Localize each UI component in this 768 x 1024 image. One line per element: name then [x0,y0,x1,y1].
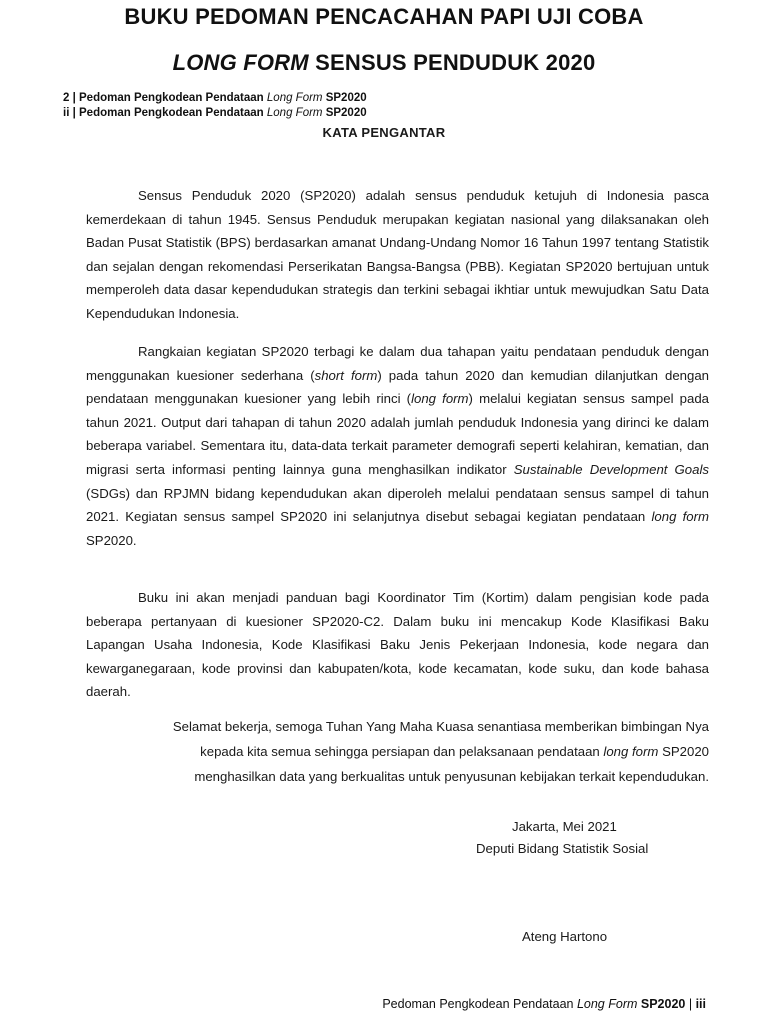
footer-separator: | [685,997,696,1011]
signature-name: Ateng Hartono [522,929,608,944]
header-page-number: ii [63,107,70,119]
paragraph-2-text: SP2020. [86,532,137,548]
closing-text: kepada kita semua sehingga persiapan dan pelaksanaan pendataan [200,744,604,759]
closing-line-2 [86,739,709,764]
paragraph-2-italic: Sustainable Development Goals [513,461,709,477]
header-text: Pedoman Pengkodean Pendataan [79,92,267,104]
section-title: KATA PENGANTAR [322,125,446,140]
paragraph-2-text: Rangkaian kegiatan SP2020 terbagi ke dalam dua tahapan yaitu pendataan penduduk dengan menggunakan kuesioner sederhana ( [86,344,709,383]
paragraph-3 [86,586,709,704]
title-rest-part: SENSUS PENDUDUK 2020 [308,50,596,75]
paragraph-2 [86,340,709,552]
paragraph-2-text: ) melalui kegiatan sensus sampel pada tahun 2021. Output dari tahapan di tahun 2020 adalah jumlah penduduk Indonesia yang dirinci ke dalam beberapa variabel. Sementara itu, data-data terkait parameter demografi seperti kelahiran, kematian, dan migrasi serta informasi penting lainnya guna menghasilkan indikator [86,391,709,477]
paragraph-2-italic: long form [411,391,469,407]
header-separator: | [69,107,79,119]
footer-page-number: iii [695,997,706,1011]
closing-text: SP2020 [658,744,709,759]
signature-place-date: Jakarta, Mei 2021 [512,819,617,834]
header-page-number: 2 [63,92,70,104]
signature-office: Deputi Bidang Statistik Sosial [476,841,649,856]
paragraph-2-italic: long form [651,509,709,525]
closing-paragraph [86,714,709,789]
closing-italic: long form [603,744,659,759]
footer-text: Pedoman Pengkodean Pendataan [382,997,577,1011]
paragraph-2-text: ) pada tahun 2020 dan kemudian dilanjutkan dengan pendataan menggunakan kuesioner yang lebih rinci ( [86,367,709,407]
paragraph-1 [86,184,709,326]
running-header-page-ii [63,107,367,119]
paragraph-1-text: Sensus Penduduk 2020 (SP2020) adalah sensus penduduk ketujuh di Indonesia pasca kemerdekaan di tahun 1945. Sensus Penduduk merupakan kegiatan nasional yang dilaksanakan oleh Badan Pusat Statistik (BPS) berdasarkan amanat Undang-Undang Nomor 16 Tahun 1997 tentang Statistik dan sejalan dengan rekomendasi Perserikatan Bangsa-Bangsa (PBB). Kegiatan SP2020 bertujuan untuk memperoleh data dasar kependudukan strategis dan terkini sebagai ikhtiar untuk mewujudkan Satu Data Kependudukan Indonesia. [86,188,709,321]
footer-suffix: SP2020 [637,997,686,1011]
running-header-page-2 [63,92,367,104]
paragraph-2-italic: short form [314,367,378,383]
paragraph-2-text: (SDGs) dan RPJMN bidang kependudukan akan diperoleh melalui pendataan sensus sampel di tahun 2021. Kegiatan sensus sampel SP2020 ini selanjutnya disebut sebagai kegiatan pendataan [86,485,709,525]
header-italic: Long Form [266,92,323,104]
document-title-line2 [0,50,768,76]
header-text: Pedoman Pengkodean Pendataan [79,107,267,119]
footer-italic: Long Form [576,997,638,1011]
title-italic-part: LONG FORM [172,50,309,75]
header-suffix: SP2020 [322,107,367,119]
document-title-line1: BUKU PEDOMAN PENCACAHAN PAPI UJI COBA [124,4,644,29]
closing-line-3: menghasilkan data yang berkualitas untuk penyusunan kebijakan terkait kependudukan. [194,769,709,784]
page-footer [382,997,706,1011]
paragraph-3-text: Buku ini akan menjadi panduan bagi Koordinator Tim (Kortim) dalam pengisian kode pada beberapa pertanyaan di kuesioner SP2020-C2. Dalam buku ini mencakup Kode Klasifikasi Baku Lapangan Usaha Indonesia, Kode Klasifikasi Baku Jenis Pekerjaan Indonesia, kode negara dan kewarganegaraan, kode provinsi dan kabupaten/kota, kode kecamatan, kode suku, dan kode bahasa daerah. [86,590,709,700]
header-separator: | [69,92,80,104]
header-suffix: SP2020 [322,92,367,104]
header-italic: Long Form [266,107,323,119]
closing-line-1: Selamat bekerja, semoga Tuhan Yang Maha Kuasa senantiasa memberikan bimbingan Nya [172,719,709,734]
